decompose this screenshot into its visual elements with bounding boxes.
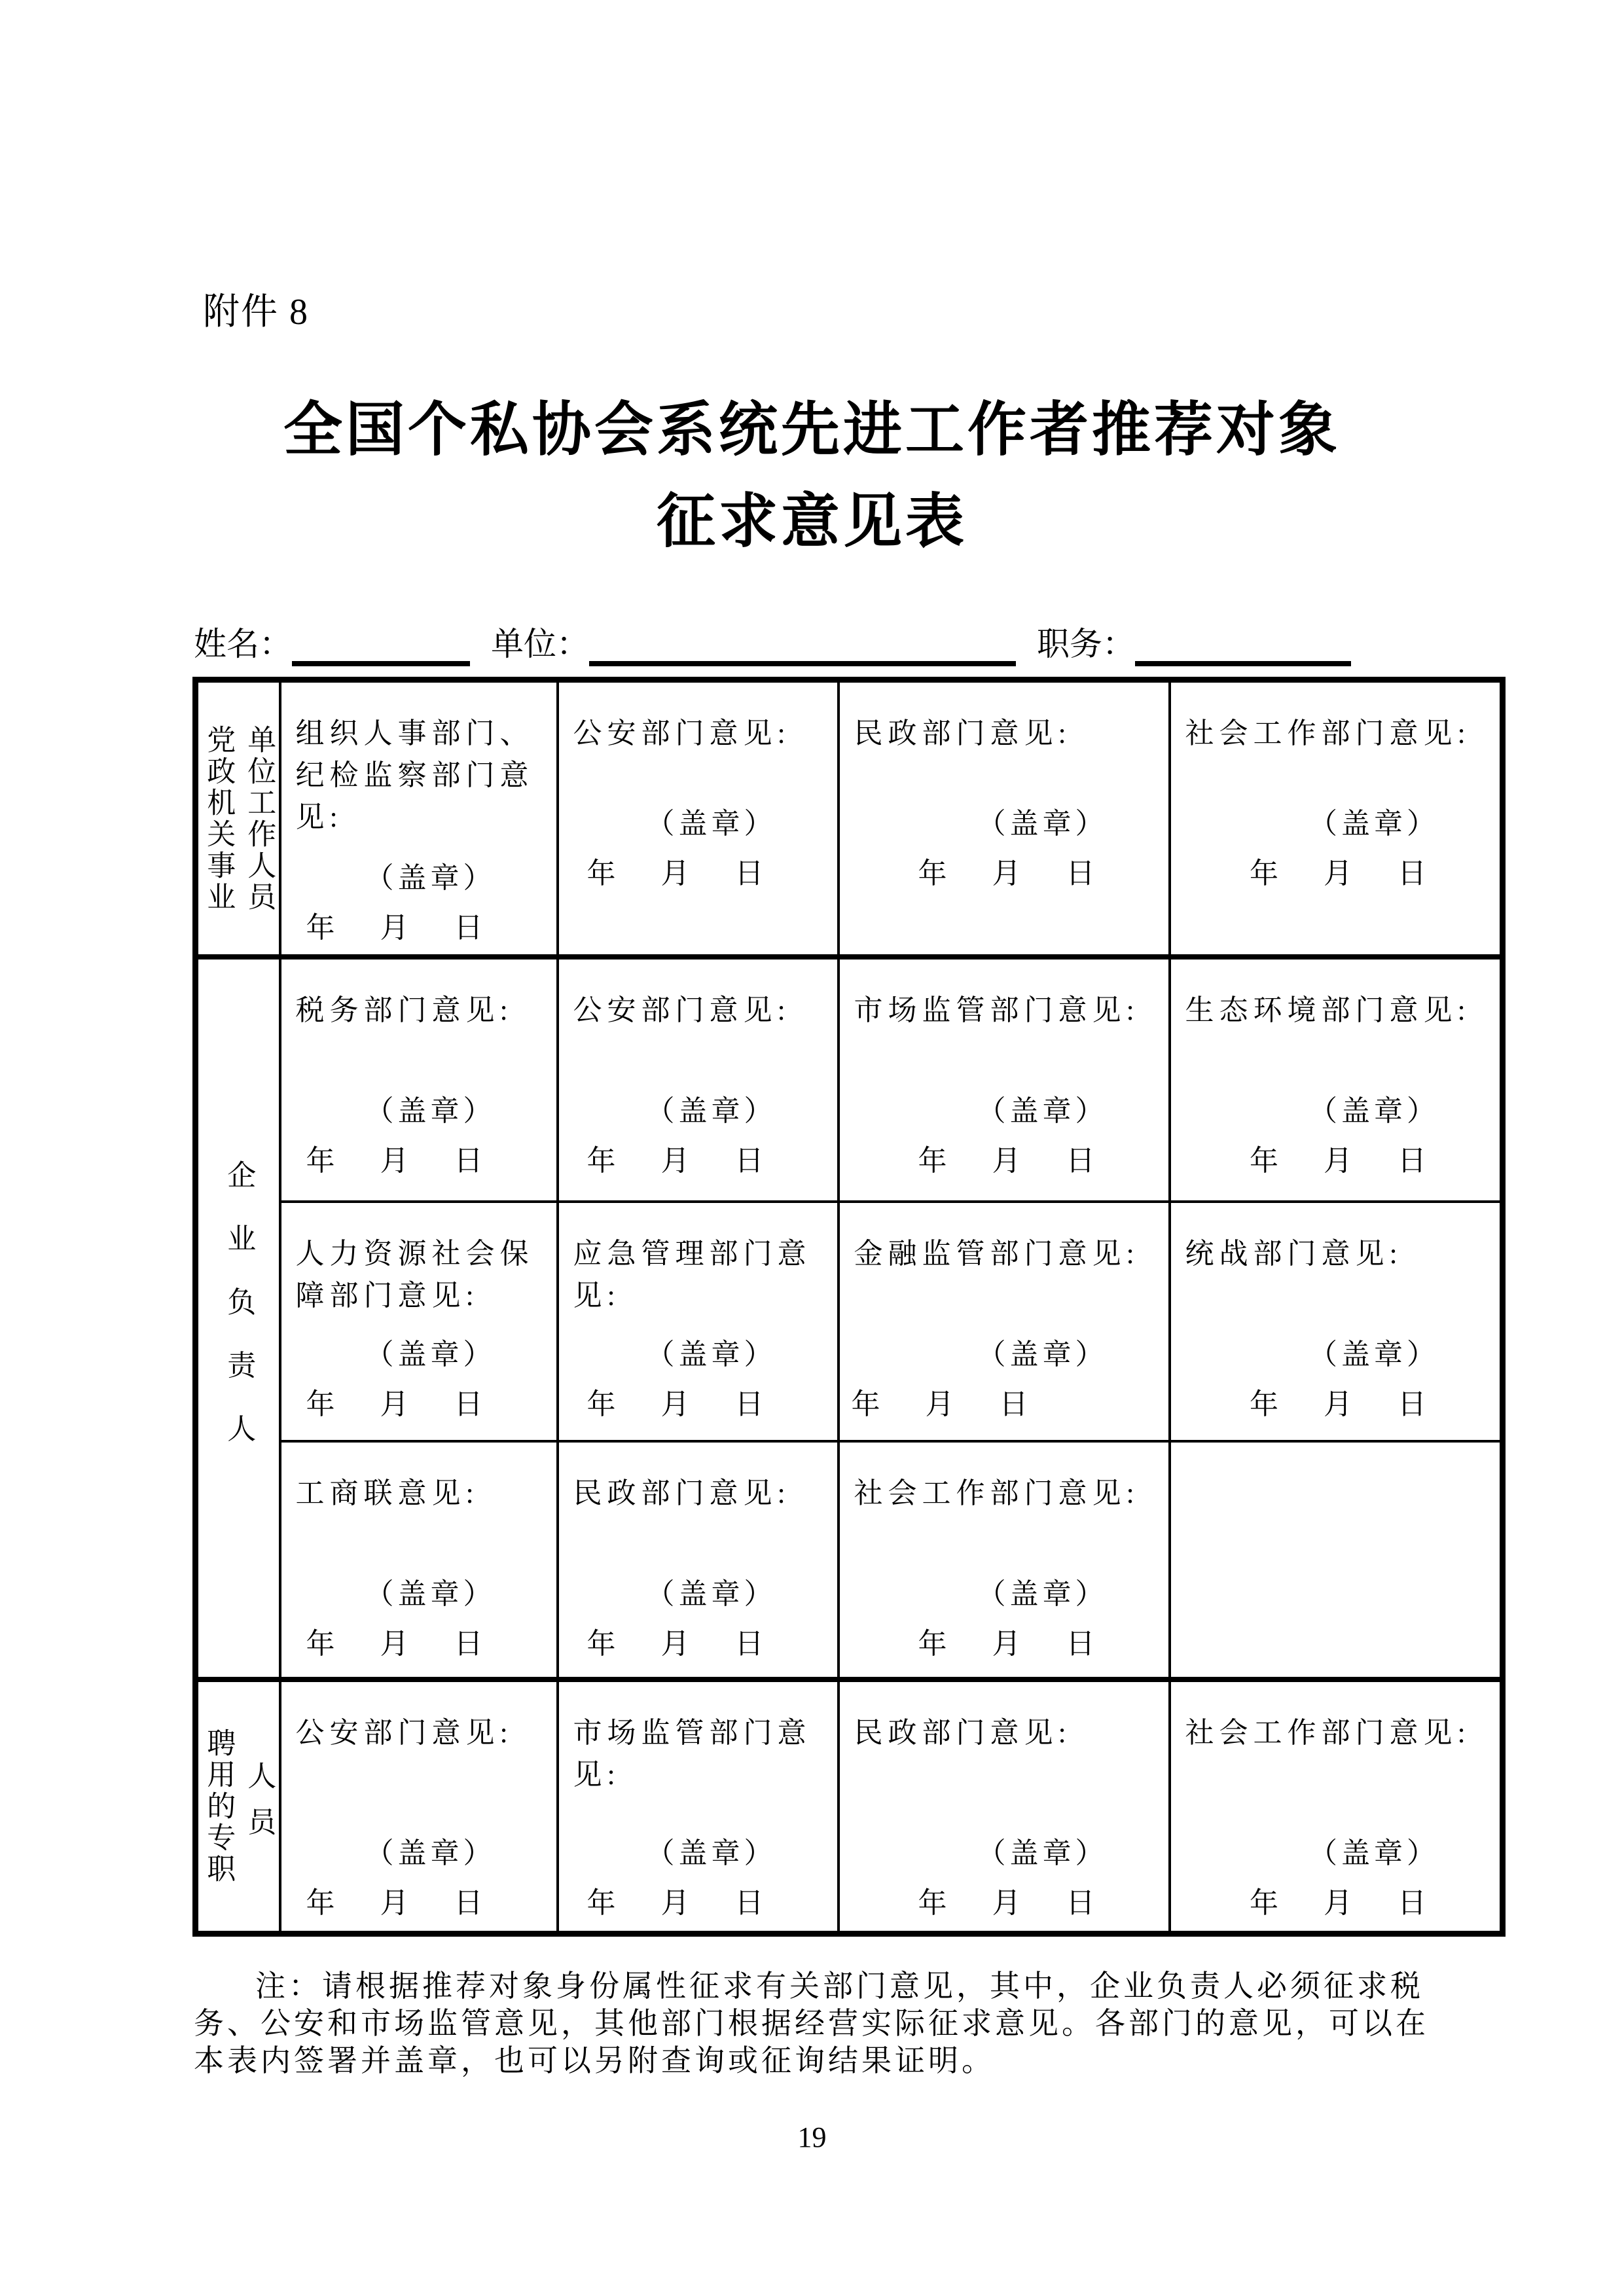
date-label: 年 月 日 — [918, 1887, 1095, 1919]
stamp-label: （盖章） — [977, 1578, 1108, 1610]
opinion-label: 人力资源社会保障部门意见: — [295, 1238, 534, 1312]
row-group-header-hired-staff — [196, 1679, 280, 1934]
opinion-cell — [839, 1679, 1170, 1934]
stamp-label: （盖章） — [645, 1837, 777, 1869]
date-label: 年 月 日 — [918, 1145, 1095, 1177]
row-group-header-enterprise — [196, 957, 280, 1679]
row-group-header-col: 企业负责人 — [223, 1160, 255, 1477]
name-label: 姓名： — [194, 626, 292, 662]
opinion-table — [192, 677, 1506, 1937]
opinion-cell — [1170, 1202, 1503, 1441]
opinion-cell — [280, 680, 558, 958]
opinion-label: 民政部门意见: — [573, 1477, 791, 1509]
stamp-label: （盖章） — [645, 808, 777, 840]
stamp-label: （盖章） — [1308, 1837, 1439, 1869]
date-label: 年 月 日 — [306, 1628, 483, 1660]
opinion-cell — [558, 1679, 839, 1934]
opinion-cell — [280, 1679, 558, 1934]
title-line-2: 征求意见表 — [657, 490, 967, 554]
stamp-label: （盖章） — [365, 1095, 496, 1127]
unit-label: 单位： — [491, 626, 589, 662]
stamp-label: （盖章） — [977, 1837, 1108, 1869]
position-blank-line — [1135, 622, 1351, 666]
opinion-label: 社会工作部门意见: — [854, 1477, 1140, 1509]
stamp-label: （盖章） — [977, 808, 1108, 840]
opinion-label: 组织人事部门、纪检监察部门意见: — [295, 717, 534, 833]
opinion-cell — [1170, 1679, 1503, 1934]
date-label: 年 月 日 — [1250, 1388, 1426, 1420]
opinion-cell — [839, 1202, 1170, 1441]
row-group-header-party-gov — [196, 680, 280, 958]
opinion-label: 应急管理部门意见: — [573, 1238, 812, 1312]
opinion-label: 公安部门意见: — [573, 994, 791, 1026]
date-label: 年 月 日 — [851, 1388, 1028, 1420]
opinion-cell — [839, 957, 1170, 1202]
opinion-cell — [280, 1441, 558, 1679]
stamp-label: （盖章） — [365, 1578, 496, 1610]
date-label: 年 月 日 — [1250, 857, 1426, 889]
opinion-label: 公安部门意见: — [573, 717, 791, 749]
opinion-label: 工商联意见: — [295, 1477, 479, 1509]
stamp-label: （盖章） — [977, 1095, 1108, 1127]
opinion-cell — [558, 1202, 839, 1441]
footnote-line: 注：请根据推荐对象身份属性征求有关部门意见，其中，企业负责人必须征求税 — [255, 1969, 1424, 2003]
opinion-label: 民政部门意见: — [854, 1717, 1072, 1749]
stamp-label: （盖章） — [977, 1338, 1108, 1371]
date-label: 年 月 日 — [586, 1628, 764, 1660]
date-label: 年 月 日 — [306, 912, 483, 944]
opinion-cell — [839, 1441, 1170, 1679]
title-line-1: 全国个私协会系统先进工作者推荐对象 — [283, 398, 1341, 463]
stamp-label: （盖章） — [645, 1095, 777, 1127]
stamp-label: （盖章） — [365, 862, 496, 894]
date-label: 年 月 日 — [586, 1145, 764, 1177]
position-label: 职务： — [1037, 626, 1135, 662]
opinion-label: 税务部门意见: — [295, 994, 513, 1026]
date-label: 年 月 日 — [306, 1145, 483, 1177]
opinion-label: 民政部门意见: — [854, 717, 1072, 749]
page-number: 19 — [797, 2121, 827, 2153]
opinion-label: 社会工作部门意见: — [1185, 717, 1471, 749]
opinion-cell — [1170, 957, 1503, 1202]
stamp-label: （盖章） — [645, 1578, 777, 1610]
footnote-line: 务、公安和市场监管意见，其他部门根据经营实际征求意见。各部门的意见，可以在 — [194, 2007, 1429, 2040]
date-label: 年 月 日 — [306, 1887, 483, 1919]
opinion-cell — [558, 1441, 839, 1679]
footnote — [194, 1967, 1451, 2079]
opinion-label: 金融监管部门意见: — [854, 1238, 1140, 1270]
date-label: 年 月 日 — [1250, 1887, 1426, 1919]
opinion-cell — [558, 680, 839, 958]
stamp-label: （盖章） — [1308, 808, 1439, 840]
document-title — [0, 397, 1624, 556]
opinion-label: 公安部门意见: — [295, 1717, 513, 1749]
name-blank-line — [292, 622, 470, 666]
opinion-cell — [280, 1202, 558, 1441]
date-label: 年 月 日 — [586, 857, 764, 889]
attachment-label: 附件 8 — [203, 292, 309, 332]
opinion-label: 社会工作部门意见: — [1185, 1717, 1471, 1749]
row-group-header-col: 单位工作人员 — [243, 724, 276, 913]
unit-blank-line — [589, 622, 1016, 666]
opinion-cell — [1170, 680, 1503, 958]
opinion-label: 生态环境部门意见: — [1185, 994, 1471, 1026]
date-label: 年 月 日 — [1250, 1145, 1426, 1177]
date-label: 年 月 日 — [586, 1887, 764, 1919]
date-label: 年 月 日 — [918, 857, 1095, 889]
row-group-header-col: 聘用的专职 — [202, 1728, 235, 1885]
opinion-cell-empty — [1170, 1441, 1503, 1679]
footnote-line: 本表内签署并盖章，也可以另附查询或征询结果证明。 — [194, 2044, 995, 2077]
stamp-label: （盖章） — [645, 1338, 777, 1371]
opinion-cell — [558, 957, 839, 1202]
opinion-cell — [839, 680, 1170, 958]
opinion-label: 市场监管部门意见: — [854, 994, 1140, 1026]
header-fields-row — [194, 614, 1431, 666]
date-label: 年 月 日 — [586, 1388, 764, 1420]
row-group-header-col: 党政机关事业 — [202, 724, 235, 913]
opinion-label: 统战部门意见: — [1185, 1238, 1403, 1270]
stamp-label: （盖章） — [365, 1837, 496, 1869]
opinion-cell — [280, 957, 558, 1202]
date-label: 年 月 日 — [918, 1628, 1095, 1660]
stamp-label: （盖章） — [365, 1338, 496, 1371]
stamp-label: （盖章） — [1308, 1095, 1439, 1127]
opinion-label: 市场监管部门意见: — [573, 1717, 812, 1791]
date-label: 年 月 日 — [306, 1388, 483, 1420]
row-group-header-col: 人员 — [243, 1760, 276, 1853]
stamp-label: （盖章） — [1308, 1338, 1439, 1371]
